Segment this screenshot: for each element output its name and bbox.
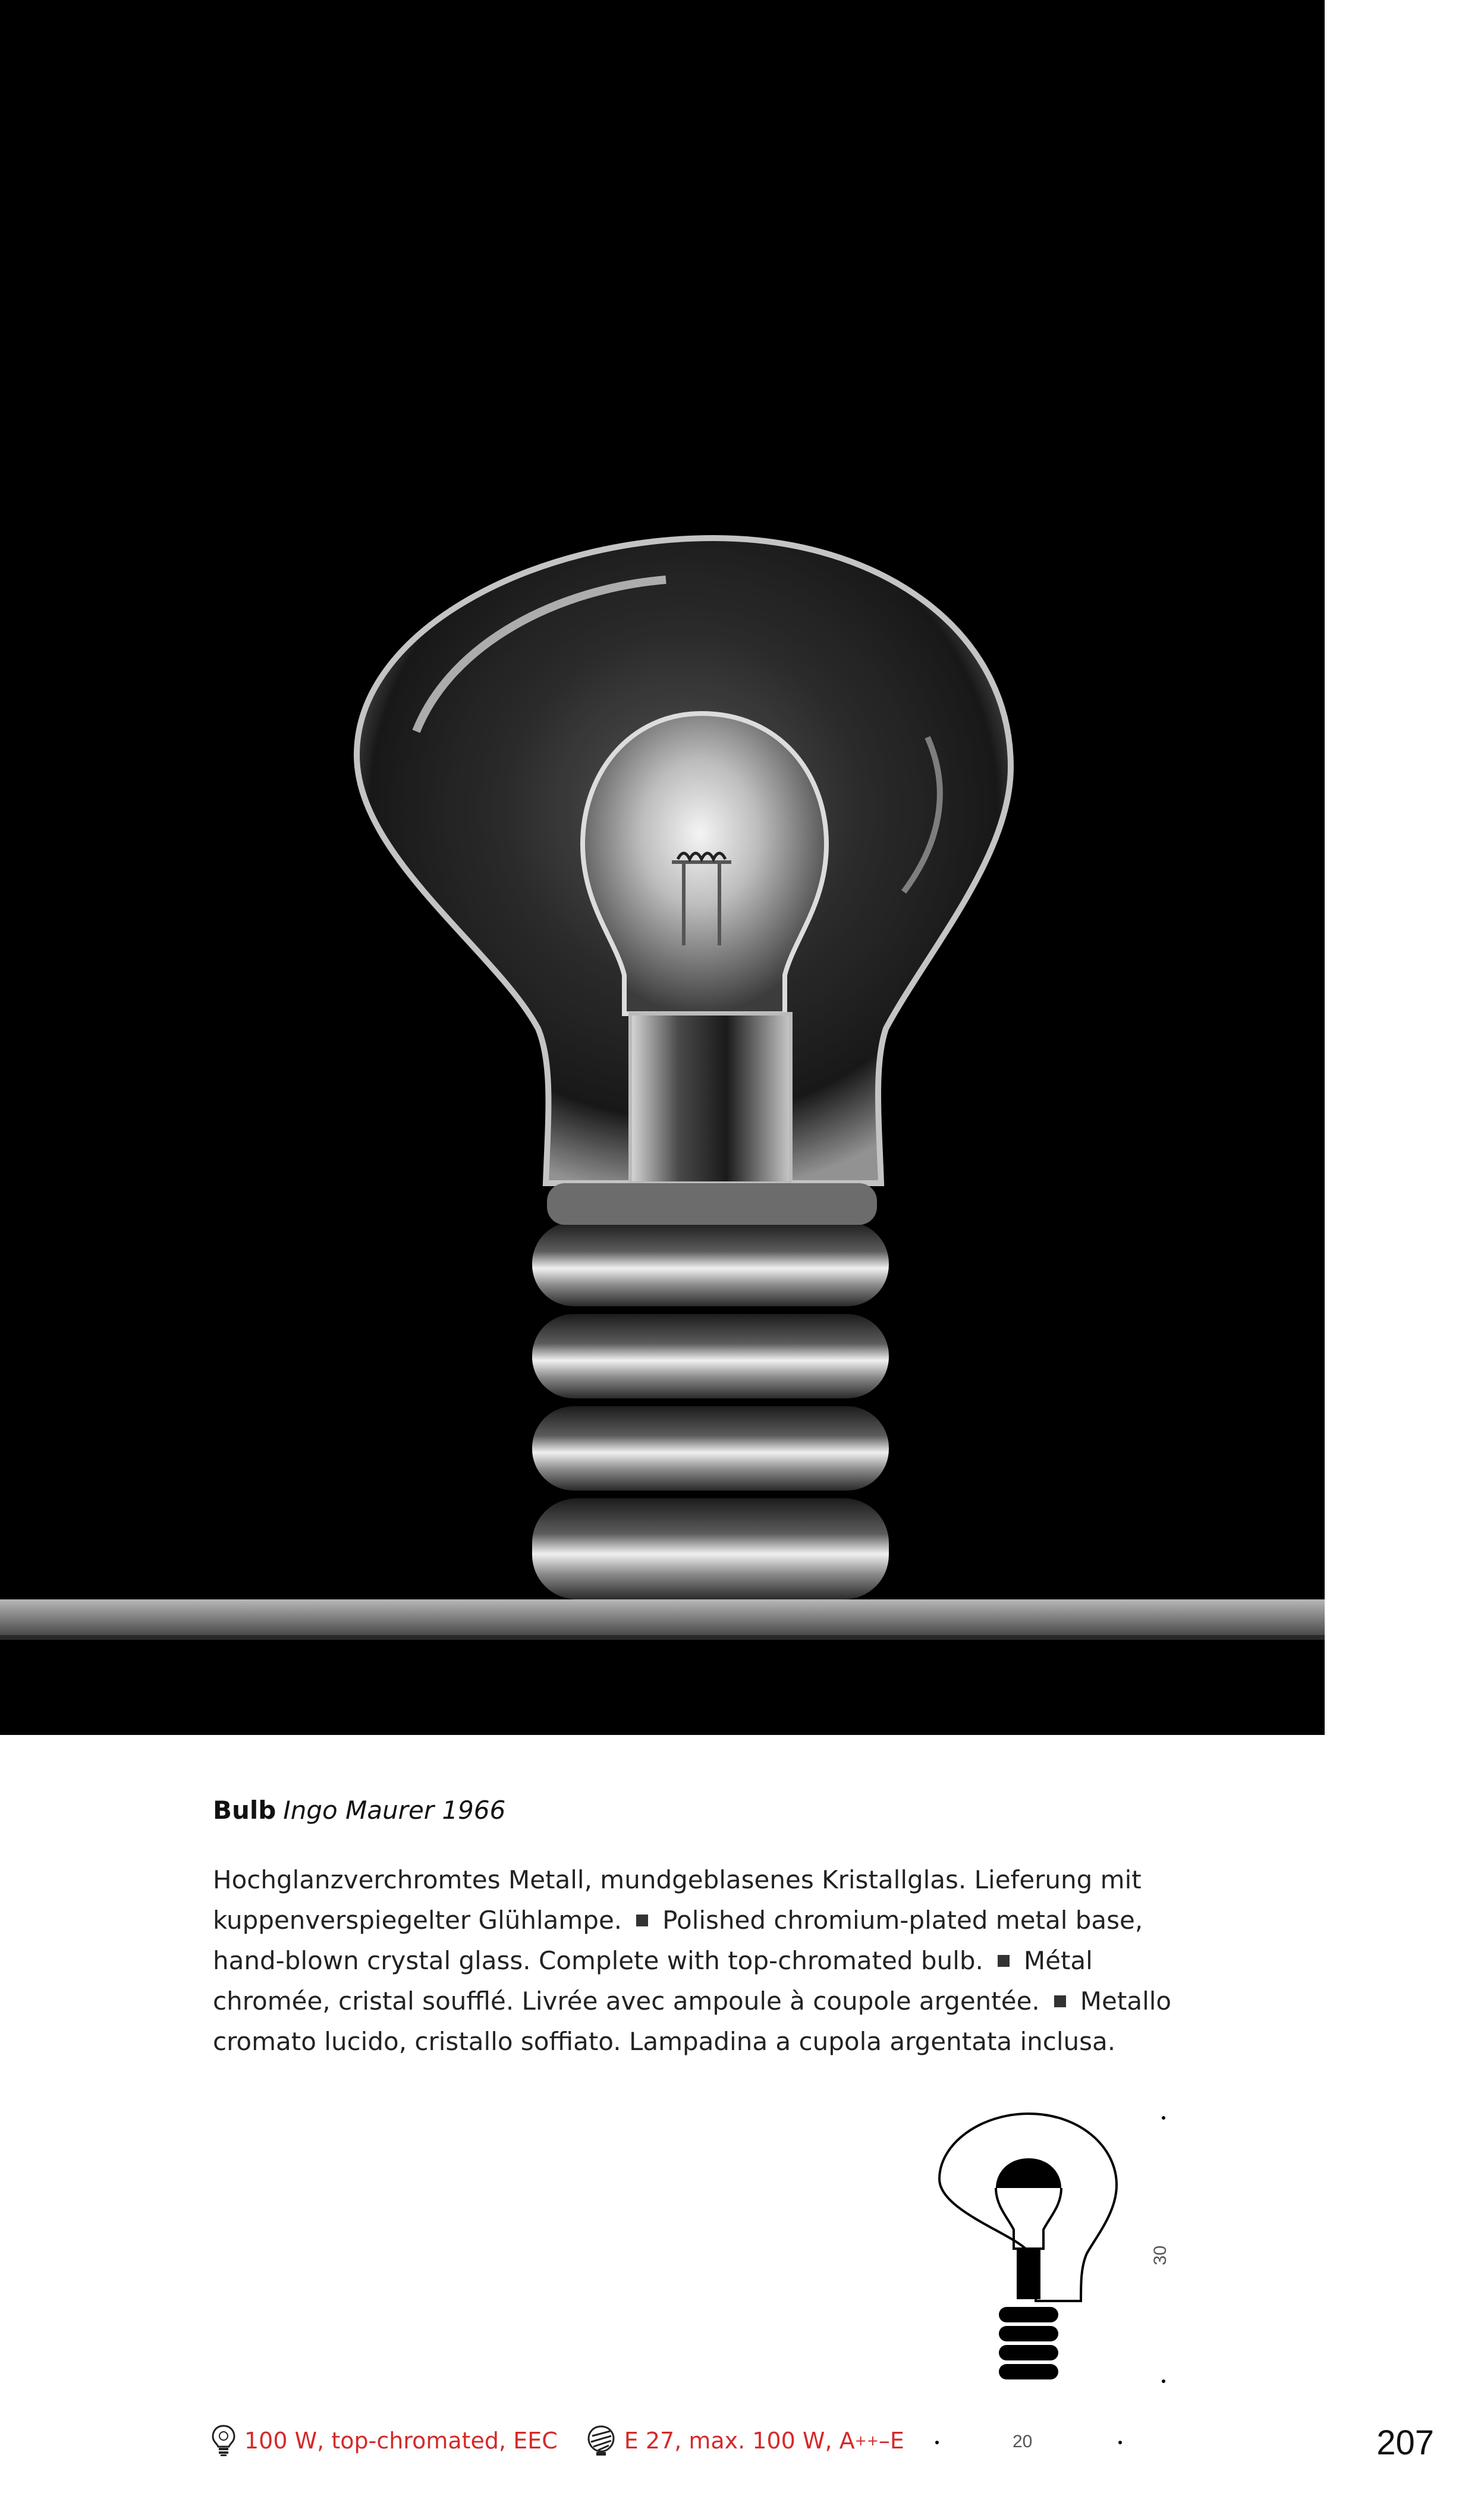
- spec-socket-suffix: –E: [878, 2428, 904, 2454]
- socket-icon: [586, 2424, 616, 2457]
- page-number: 207: [1376, 2423, 1434, 2462]
- designer-year: Ingo Maurer 1966: [283, 1796, 506, 1825]
- spec-row: [211, 2420, 904, 2462]
- description-de: Hochglanzverchromtes Metall, mundgeblasenes Kristallglas. Lieferung mit kuppenverspiegelter Glühlampe.: [213, 1865, 1142, 1935]
- description-it: Metallo cromato lucido, cristallo soffiato. Lampadina a cupola argentata inclusa.: [213, 1986, 1172, 2056]
- dimension-height-value: 30: [1150, 2245, 1170, 2265]
- spec-lamp: 100 W, top-chromated, EEC: [244, 2428, 558, 2454]
- product-description: [213, 1860, 1188, 2062]
- description-en: Polished chromium-plated metal base, hand-blown crystal glass. Complete with top-chromated bulb.: [213, 1906, 1143, 1975]
- product-title: [213, 1796, 505, 1825]
- separator-square-icon: [1054, 1995, 1066, 2007]
- bulb-icon: [211, 2424, 236, 2457]
- description-fr: Métal chromée, cristal soufflé. Livrée avec ampoule à coupole argentée.: [213, 1946, 1093, 2016]
- dimension-height: [1150, 2246, 1171, 2265]
- spec-socket: E 27, max. 100 W, A: [624, 2428, 855, 2454]
- separator-square-icon: [636, 1915, 648, 1926]
- separator-square-icon: [998, 1955, 1010, 1967]
- product-name: Bulb: [213, 1796, 276, 1825]
- spec-socket-sup: ++: [854, 2432, 879, 2449]
- dimension-drawing: [928, 2093, 1189, 2404]
- dimension-width-value: 20: [1013, 2432, 1033, 2451]
- width-dimension-dots: [933, 2438, 1124, 2450]
